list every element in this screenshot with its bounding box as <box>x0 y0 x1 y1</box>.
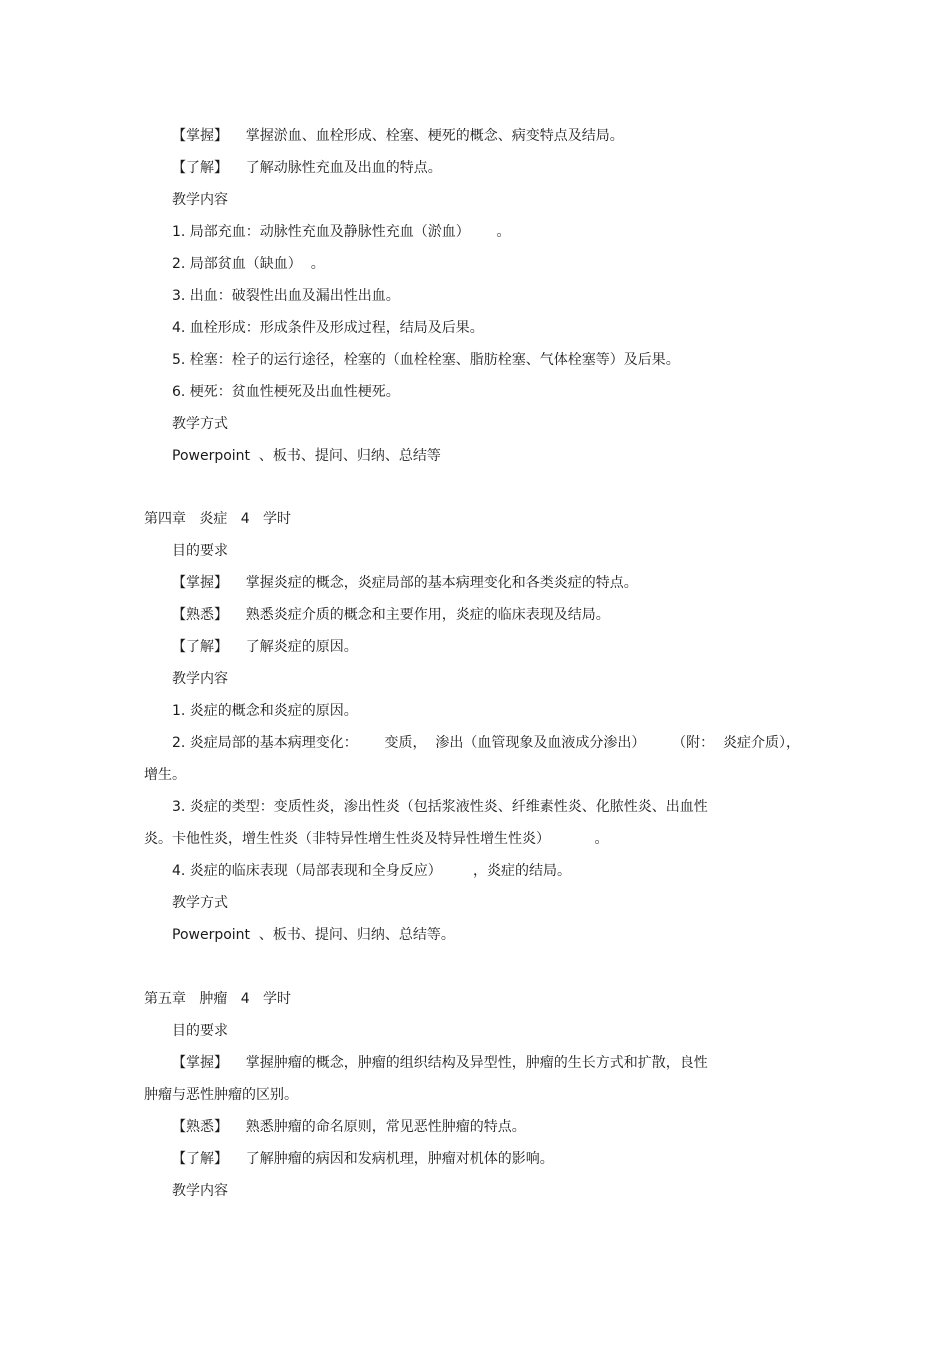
text-line: 1. 局部充血：动脉性充血及静脉性充血（淤血） 。 <box>172 224 511 240</box>
text-line: 炎。卡他性炎，增生性炎（非特异性增生性炎及特异性增生性炎） 。 <box>144 831 609 847</box>
section-heading: 教学内容 <box>172 671 228 687</box>
text-line: 【熟悉】 熟悉肿瘤的命名原则，常见恶性肿瘤的特点。 <box>172 1119 526 1135</box>
text-line: 1. 炎症的概念和炎症的原因。 <box>172 703 358 719</box>
text-line: 5. 栓塞：栓子的运行途径，栓塞的（血栓栓塞、脂肪栓塞、气体栓塞等）及后果。 <box>172 352 680 368</box>
section-heading: 教学方式 <box>172 416 228 432</box>
text-line: 【了解】 了解肿瘤的病因和发病机理，肿瘤对机体的影响。 <box>172 1151 554 1167</box>
section-heading: 教学内容 <box>172 1183 228 1199</box>
text-line: 4. 炎症的临床表现（局部表现和全身反应） ，炎症的结局。 <box>172 863 571 879</box>
text-line: 4. 血栓形成：形成条件及形成过程，结局及后果。 <box>172 320 484 336</box>
text-line: 2. 炎症局部的基本病理变化： 变质， 渗出（血管现象及血液成分渗出） （附： 炎症介质）， <box>172 735 801 751</box>
chapter-title: 第五章 肿瘤 4 学时 <box>144 991 291 1007</box>
chapter-title: 第四章 炎症 4 学时 <box>144 511 291 527</box>
text-line: Powerpoint 、板书、提问、归纳、总结等 <box>172 448 441 464</box>
section-heading: 教学内容 <box>172 192 228 208</box>
text-line: 肿瘤与恶性肿瘤的区别。 <box>144 1087 298 1103</box>
text-line: 【熟悉】 熟悉炎症介质的概念和主要作用，炎症的临床表现及结局。 <box>172 607 610 623</box>
text-line: 【了解】 了解炎症的原因。 <box>172 639 358 655</box>
text-line: 6. 梗死：贫血性梗死及出血性梗死。 <box>172 384 400 400</box>
text-line: 【掌握】 掌握淤血、血栓形成、栓塞、梗死的概念、病变特点及结局。 <box>172 128 624 144</box>
section-heading: 目的要求 <box>172 543 228 559</box>
text-line: 3. 炎症的类型：变质性炎，渗出性炎（包括浆液性炎、纤维素性炎、化脓性炎、出血性 <box>172 799 708 815</box>
text-line: Powerpoint 、板书、提问、归纳、总结等。 <box>172 927 455 943</box>
text-line: 增生。 <box>144 767 186 783</box>
text-line: 【掌握】 掌握肿瘤的概念，肿瘤的组织结构及异型性，肿瘤的生长方式和扩散，良性 <box>172 1055 708 1071</box>
text-line: 2. 局部贫血（缺血） 。 <box>172 256 325 272</box>
text-line: 【了解】 了解动脉性充血及出血的特点。 <box>172 160 442 176</box>
section-heading: 目的要求 <box>172 1023 228 1039</box>
text-line: 3. 出血：破裂性出血及漏出性出血。 <box>172 288 400 304</box>
text-line: 【掌握】 掌握炎症的概念，炎症局部的基本病理变化和各类炎症的特点。 <box>172 575 638 591</box>
section-heading: 教学方式 <box>172 895 228 911</box>
